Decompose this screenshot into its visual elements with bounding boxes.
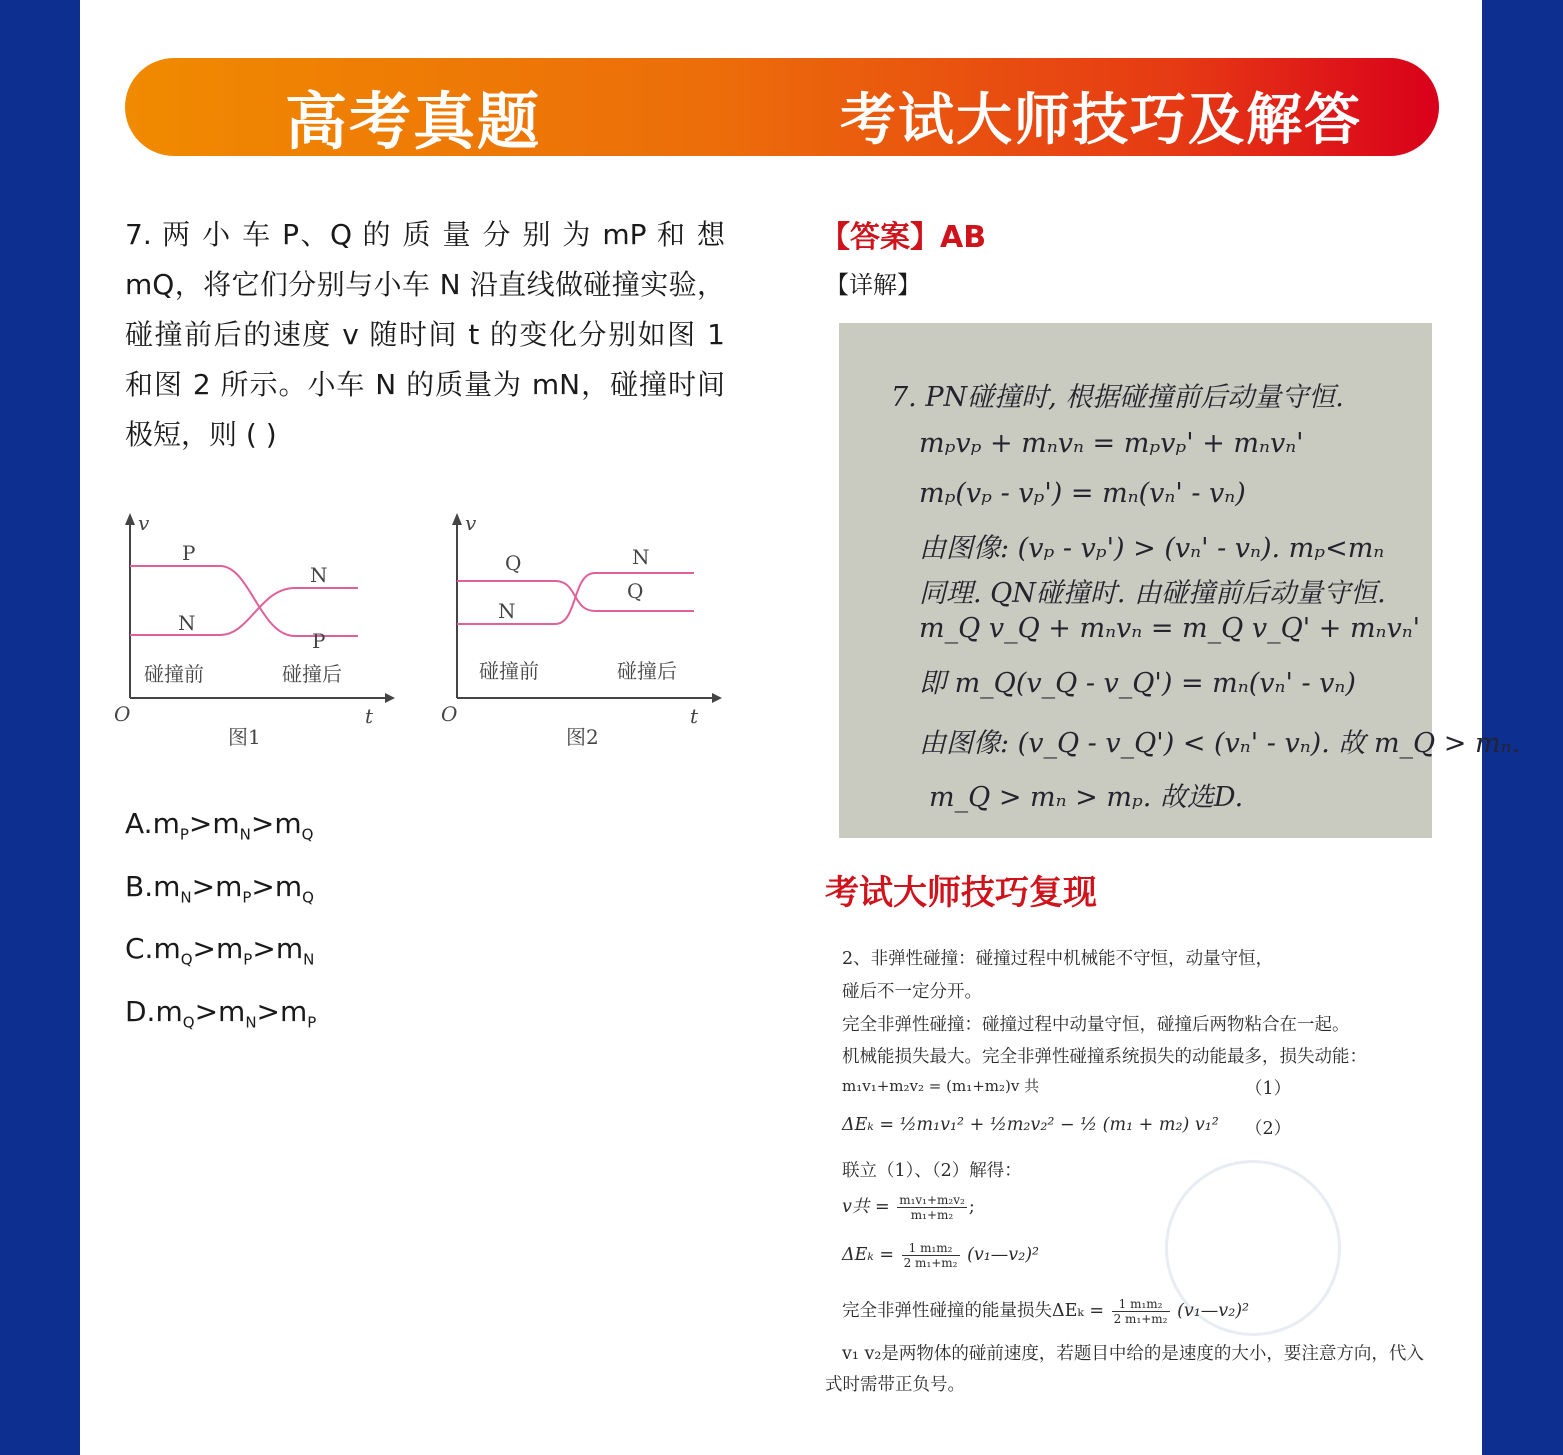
mass-symbol: m xyxy=(274,807,302,840)
numerator: 1 m₁m₂ xyxy=(902,1241,960,1256)
fraction xyxy=(1112,1297,1170,1326)
mass-subscript: Q xyxy=(301,825,314,844)
mass-symbol: m xyxy=(216,932,244,966)
hw-line: m_Q v_Q + mₙvₙ = m_Q v_Q' + mₙvₙ' xyxy=(919,613,1421,644)
label-n-before: N xyxy=(178,611,196,635)
skill-section-title: 考试大师技巧复现 xyxy=(825,873,1097,913)
v-gong-formula: v共 = $\frac{\text{m₁v₁+m₂v₂}}{\text{m₁+m₂}}$ ; xyxy=(842,1193,975,1222)
mass-symbol: m xyxy=(218,994,246,1028)
formula-lhs: v共 = xyxy=(842,1197,890,1217)
mass-symbol: m xyxy=(152,807,180,840)
tips-line: 2、非弹性碰撞：碰撞过程中机械能不守恒，动量守恒， xyxy=(842,949,1274,969)
figure-2-caption: 图2 xyxy=(566,725,599,749)
equation-2: ΔEₖ = ½m₁v₁² + ½m₂v₂² − ½ (m₁ + m₂) v₁² xyxy=(842,1115,1219,1135)
label-q-before: Q xyxy=(505,551,522,575)
label-after: 碰撞后 xyxy=(617,659,677,683)
option-b[interactable]: $B.m_N>m_P>m_Q$ xyxy=(125,869,314,907)
option-c[interactable]: $C.m_Q>m_P>m_N$ xyxy=(125,932,315,969)
mass-subscript: P xyxy=(242,888,252,907)
mass-subscript: N xyxy=(180,888,192,907)
curve-n xyxy=(130,588,358,635)
mass-symbol: m xyxy=(280,994,308,1028)
answer-options xyxy=(125,798,316,1048)
handwritten-solution-image xyxy=(839,323,1521,838)
header-banner xyxy=(125,58,1439,156)
hw-line: 由图像: (vₚ - vₚ') > (vₙ' - vₙ). mₚ<mₙ xyxy=(919,533,1385,564)
label-before: 碰撞前 xyxy=(479,659,539,683)
hw-line: 即 m_Q(v_Q - v_Q') = mₙ(vₙ' - vₙ) xyxy=(919,668,1356,699)
origin-label: O xyxy=(114,702,131,726)
answer-label: 【答案】AB xyxy=(820,220,987,255)
tips-line: 联立（1）、（2）解得： xyxy=(842,1161,1022,1181)
origin-label: O xyxy=(441,702,458,726)
hw-line: mₚ(vₚ - vₚ') = mₙ(vₙ' - vₙ) xyxy=(919,478,1246,509)
figure-2 xyxy=(441,511,722,749)
banner-left-title: 高考真题 xyxy=(285,85,542,158)
hw-line: mₚvₚ + mₙvₙ = mₚvₚ' + mₙvₙ' xyxy=(919,428,1304,459)
label-q-after: Q xyxy=(627,579,644,603)
label-before: 碰撞前 xyxy=(144,662,204,686)
numerator: m₁v₁+m₂v₂ xyxy=(899,1193,965,1207)
mass-subscript: N xyxy=(239,825,251,844)
mass-subscript: Q xyxy=(180,950,193,969)
option-letter: B. xyxy=(125,869,154,903)
mass-subscript: P xyxy=(307,1013,317,1032)
formula-lhs: ΔEₖ = xyxy=(842,1245,895,1265)
mass-symbol: m xyxy=(215,869,243,903)
tips-line: 碰后不一定分开。 xyxy=(842,982,982,1002)
mass-symbol: m xyxy=(153,869,181,903)
equation-1-number: （1） xyxy=(1245,1079,1292,1099)
hw-line: 由图像: (v_Q - v_Q') < (vₙ' - vₙ). 故 m_Q > mₙ. xyxy=(919,728,1521,759)
label-n-after: N xyxy=(632,545,650,569)
mass-subscript: Q xyxy=(302,888,314,907)
detail-label: 【详解】 xyxy=(825,271,921,299)
option-letter: D. xyxy=(125,994,156,1028)
label-p-after: P xyxy=(312,629,326,653)
fraction xyxy=(902,1241,960,1270)
mass-symbol: m xyxy=(275,932,304,966)
energy-loss-formula xyxy=(842,1297,1249,1326)
page xyxy=(80,0,1521,1455)
label-after: 碰撞后 xyxy=(282,662,342,686)
hw-line: m_Q > mₙ > mₚ. 故选D. xyxy=(929,782,1244,813)
figure-1-caption: 图1 xyxy=(228,725,261,749)
denominator: 2 m₁+m₂ xyxy=(1113,1312,1168,1326)
equation-1: m₁v₁+m₂v₂ = (m₁+m₂)v 共 xyxy=(842,1077,1040,1095)
mass-subscript: Q xyxy=(182,1013,195,1032)
equation-2-number: （2） xyxy=(1245,1119,1292,1139)
formula-lhs: 完全非弹性碰撞的能量损失ΔEₖ = xyxy=(842,1301,1105,1321)
question-text: 7. 两 小 车 P、Q 的 质 量 分 别 为 mP 和 想 mQ，将它们分别与小车 N 沿直线做碰撞实验，碰撞前后的速度 v 随时间 t 的变化分别如图 1 和图 2 所示。小车 N 的质量为 mN，碰撞时间极短，则 ( ) xyxy=(125,218,725,451)
formula-rhs: (v₁—v₂)² xyxy=(1177,1301,1250,1321)
mass-subscript: N xyxy=(303,950,315,969)
fraction xyxy=(897,1193,967,1222)
numerator: 1 m₁m₂ xyxy=(1112,1297,1170,1312)
formula-rhs: (v₁—v₂)² xyxy=(967,1245,1040,1265)
tips-line: v₁ v₂是两物体的碰前速度，若题目中给的是速度的大小，要注意方向，代入 xyxy=(842,1344,1424,1364)
mass-subscript: P xyxy=(179,825,189,844)
mass-subscript: N xyxy=(245,1013,257,1032)
label-n-before: N xyxy=(498,599,516,623)
delta-ek-formula xyxy=(842,1241,1039,1270)
t-axis-label: t xyxy=(690,704,699,728)
option-d[interactable]: $D.m_Q>m_N>m_P$ xyxy=(125,994,317,1032)
label-p-before: P xyxy=(182,541,196,565)
v-axis-label: v xyxy=(465,511,477,535)
banner-right-title: 考试大师技巧及解答 xyxy=(840,88,1362,153)
mass-symbol: m xyxy=(153,932,181,966)
velocity-time-figures xyxy=(110,508,730,768)
mass-symbol: m xyxy=(155,994,183,1028)
denominator: m₁+m₂ xyxy=(910,1208,954,1222)
option-letter: A. xyxy=(125,807,153,840)
mass-subscript: P xyxy=(243,950,253,969)
mass-symbol: m xyxy=(212,807,240,840)
tips-line: 机械能损失最大。完全非弹性碰撞系统损失的动能最多，损失动能： xyxy=(842,1047,1367,1067)
tips-line: 式时需带正负号。 xyxy=(825,1375,965,1395)
hw-line: 7. PN碰撞时, 根据碰撞前后动量守恒. xyxy=(891,382,1344,413)
option-letter: C. xyxy=(125,932,154,966)
hw-line: 同理. QN碰撞时. 由碰撞前后动量守恒. xyxy=(919,578,1386,609)
t-axis-label: t xyxy=(365,704,374,728)
tips-line: 完全非弹性碰撞：碰撞过程中动量守恒，碰撞后两物粘合在一起。 xyxy=(842,1015,1350,1035)
figure-1 xyxy=(114,511,395,749)
label-n-after: N xyxy=(310,563,328,587)
option-a[interactable]: $A.m_P>m_N>m_Q$ xyxy=(125,807,314,844)
tips-image xyxy=(825,935,1485,1455)
denominator: 2 m₁+m₂ xyxy=(903,1256,958,1270)
v-axis-label: v xyxy=(138,511,150,535)
mass-symbol: m xyxy=(274,869,303,903)
